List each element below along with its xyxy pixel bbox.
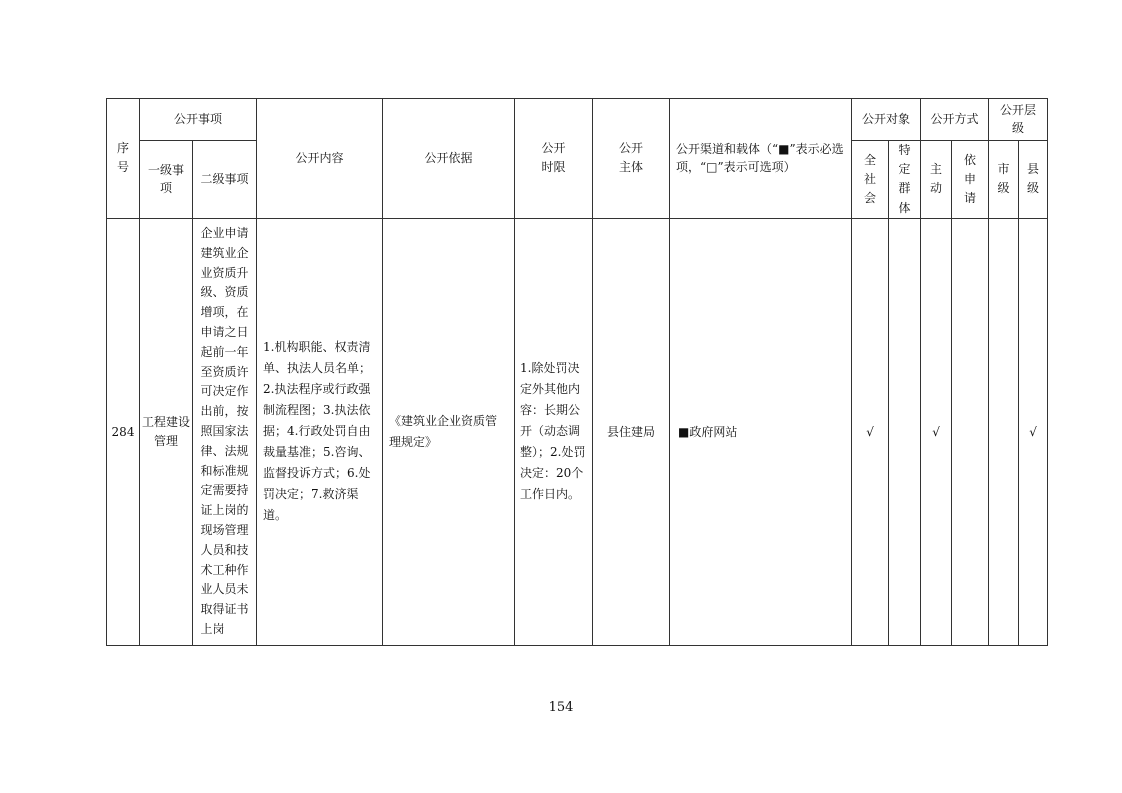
header-level2: 二级事项 — [193, 141, 257, 219]
cell-channel: ■政府网站 — [670, 218, 852, 645]
cell-seq: 284 — [107, 218, 140, 645]
header-active: 主动 — [921, 141, 952, 219]
cell-county: √ — [1019, 218, 1048, 645]
cell-time-limit: 1.除处罚决定外其他内容：长期公开（动态调整）；2.处罚决定：20个工作日内。 — [515, 218, 593, 645]
header-mode-group: 公开方式 — [921, 99, 989, 141]
header-basis: 公开依据 — [383, 99, 515, 219]
cell-specific-group — [889, 218, 921, 645]
header-city: 市级 — [989, 141, 1019, 219]
header-level1: 一级事项 — [140, 141, 193, 219]
header-seq: 序号 — [107, 99, 140, 219]
header-county: 县级 — [1019, 141, 1048, 219]
cell-basis: 《建筑业企业资质管理规定》 — [383, 218, 515, 645]
cell-city — [989, 218, 1019, 645]
header-channel: 公开渠道和载体（“■”表示必选项，“□”表示可选项） — [670, 99, 852, 219]
cell-on-request — [952, 218, 989, 645]
header-subject: 公开主体 — [593, 99, 670, 219]
header-on-request: 依申请 — [952, 141, 989, 219]
header-object-group: 公开对象 — [852, 99, 921, 141]
disclosure-table — [106, 98, 1048, 646]
cell-subject: 县住建局 — [593, 218, 670, 645]
cell-active: √ — [921, 218, 952, 645]
header-items-group: 公开事项 — [140, 99, 257, 141]
cell-level2: 企业申请建筑业企业资质升级、资质增项，在申请之日起前一年至资质许可决定作出前，按照国家法律、法规和标准规定需要持证上岗的现场管理人员和技术工种作业人员未取得证书上岗 — [193, 218, 257, 645]
header-level-group: 公开层级 — [989, 99, 1048, 141]
cell-content: 1.机构职能、权责清单、执法人员名单；2.执法程序或行政强制流程图；3.执法依据；4.行政处罚自由裁量基准；5.咨询、监督投诉方式；6.处罚决定；7.救济渠道。 — [257, 218, 383, 645]
page-number: 154 — [548, 700, 574, 715]
header-specific-group: 特定群体 — [889, 141, 921, 219]
header-content: 公开内容 — [257, 99, 383, 219]
table-row — [107, 218, 1048, 645]
header-time-limit: 公开时限 — [515, 99, 593, 219]
cell-all-society: √ — [852, 218, 889, 645]
cell-level1: 工程建设管理 — [140, 218, 193, 645]
header-all-society: 全社会 — [852, 141, 889, 219]
